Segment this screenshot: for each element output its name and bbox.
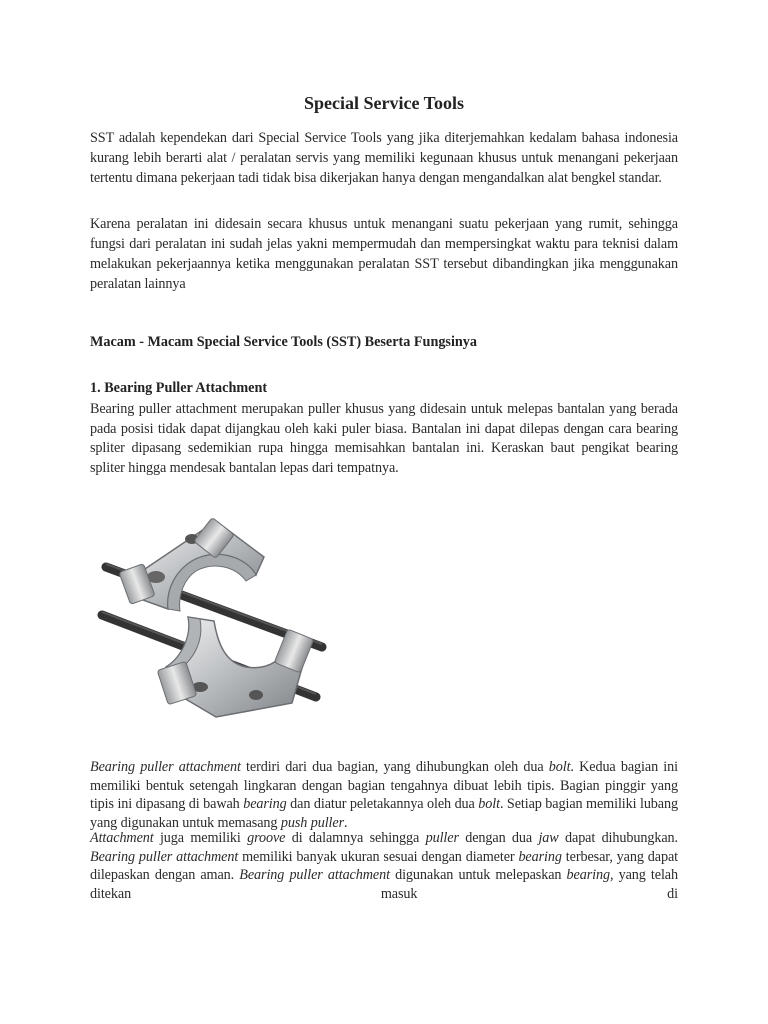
- item-description-paragraph: Bearing puller attachment merupakan puller khusus yang didesain untuk melepas bantalan yang berada pada posisi tidak dapat dijangkau oleh kaki puler biasa. Bantalan ini dapat dilepas dengan cara bearing spliter dipasang sedemikian rupa hingga memisahkan bantalan ini. Keraskan baut pengikat bearing spliter hingga mendesak bantalan lepas dari tempatnya.: [90, 401, 678, 476]
- text-italic: bearing,: [566, 867, 614, 883]
- text-run: yang telah ditekan masuk di: [90, 867, 678, 902]
- text-italic: push puller: [280, 814, 344, 831]
- intro-paragraph-2: Karena peralatan ini didesain secara khusus untuk menangani suatu pekerjaan yang rumit, sehingga fungsi dari peralatan ini sudah jelas yakni mempermudah dan mempersingkat waktu para teknisi dalam melakukan pekerjaannya ketika menggunakan peralatan SST tersebut dibandingkan jika menggunakan peralatan lainnya: [90, 216, 678, 292]
- text-run: . Kedua bagian ini memiliki bentuk setengah lingkaran dengan bagian tengahnya dibuat lebih tipis. Bagian pinggir yang tipis ini dipasang di bawah: [90, 759, 678, 812]
- bearing-puller-attachment-image: [96, 517, 328, 725]
- item-heading-bearing-puller: 1. Bearing Puller Attachment: [90, 380, 268, 396]
- text-run: terbesar, yang dapat dilepaskan dengan aman.: [90, 848, 678, 883]
- text-run: dapat dihubungkan.: [558, 830, 678, 846]
- text-run: . Setiap bagian memiliki lubang yang digunakan untuk memasang: [90, 796, 678, 831]
- text-italic: Attachment: [90, 830, 154, 846]
- text-italic: Bearing puller attachment: [90, 848, 239, 865]
- text-run: dengan dua: [458, 830, 539, 846]
- document-title: Special Service Tools: [303, 93, 464, 113]
- usage-paragraph: [90, 829, 678, 903]
- text-run: terdiri dari dua bagian, yang dihubungkan oleh dua: [240, 759, 549, 775]
- text-run: dan diatur peletakannya oleh dua: [286, 796, 479, 812]
- text-italic: bolt: [478, 796, 500, 812]
- text-italic: puller: [425, 830, 459, 846]
- text-italic: bearing: [518, 848, 562, 865]
- text-run: juga memiliki: [153, 830, 248, 846]
- text-run: di dalamnya sehingga: [285, 830, 426, 846]
- lower-split-half: [157, 617, 314, 717]
- text-italic: groove: [247, 830, 286, 846]
- text-italic: jaw: [538, 830, 559, 846]
- intro-paragraph-1: SST adalah kependekan dari Special Service Tools yang jika diterjemahkan kedalam bahasa indonesia kurang lebih berarti alat / peralatan servis yang memiliki kegunaan khusus untuk menangani pekerjaan tertentu dimana pekerjaan tadi tidak bisa dikerjakan hanya dengan mengandalkan alat bengkel standar.: [90, 130, 678, 186]
- detail-paragraph: [90, 758, 678, 832]
- text-run: .: [344, 814, 348, 831]
- text-run: memiliki banyak ukuran sesuai dengan diameter: [238, 848, 519, 865]
- text-italic: Bearing puller attachment: [239, 867, 390, 883]
- text-italic: bolt: [548, 759, 571, 775]
- text-italic: bearing: [243, 796, 287, 812]
- text-italic: Bearing puller attachment: [90, 759, 241, 775]
- section-heading: Macam - Macam Special Service Tools (SST) Beserta Fungsinya: [90, 334, 477, 350]
- text-run: digunakan untuk melepaskan: [389, 867, 567, 883]
